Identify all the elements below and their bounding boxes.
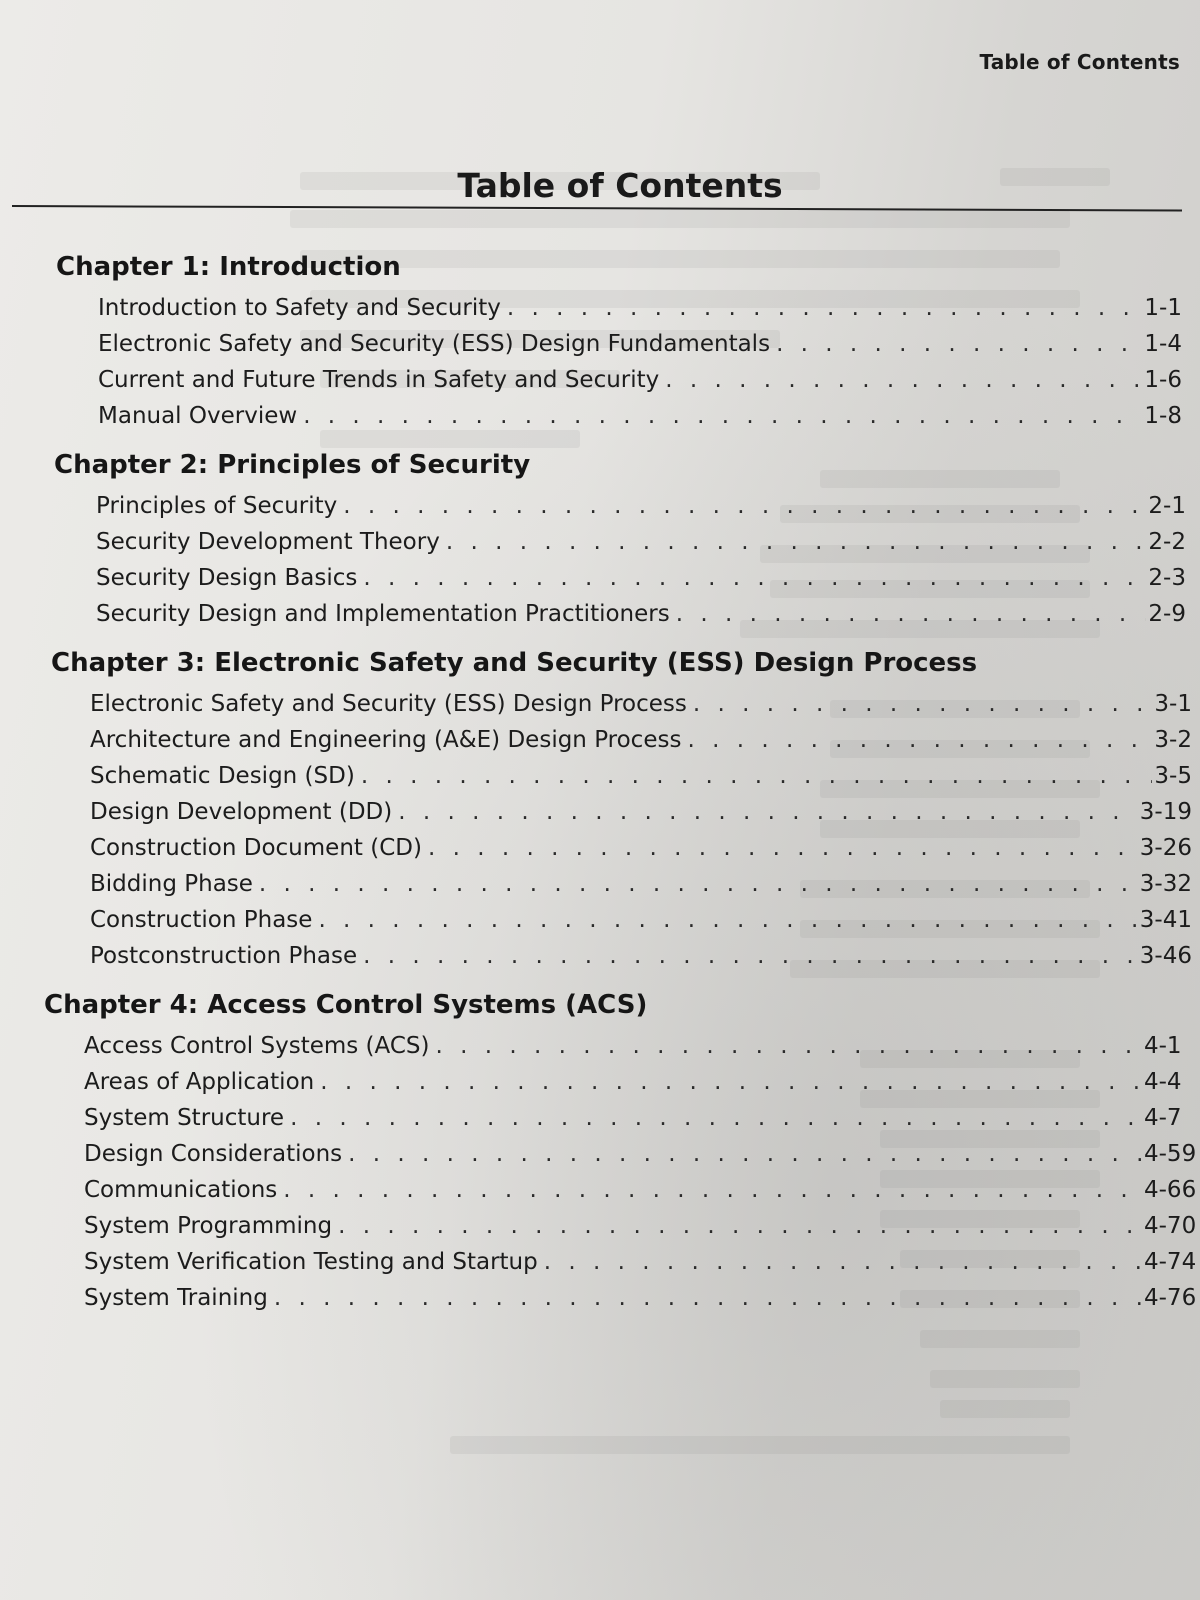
dot-leader — [274, 1280, 1142, 1316]
entry-page-number: 2-3 — [1148, 565, 1186, 591]
entry-title: Postconstruction Phase — [90, 943, 358, 969]
toc-entry — [0, 1172, 1200, 1208]
toc-entry — [0, 524, 1200, 560]
table-of-contents — [0, 250, 1200, 1330]
chapter-heading: Chapter 2: Principles of Security — [54, 450, 531, 480]
entry-page-number: 2-9 — [1148, 601, 1186, 627]
dot-leader — [363, 560, 1146, 596]
dot-leader — [665, 362, 1142, 398]
entry-page-number: 3-26 — [1139, 835, 1192, 861]
dot-leader — [693, 686, 1153, 722]
entry-title: System Structure — [84, 1105, 285, 1131]
entry-page-number: 3-5 — [1154, 763, 1192, 789]
entry-title: Electronic Safety and Security (ESS) Design Process — [90, 691, 687, 717]
dot-leader — [436, 1028, 1143, 1064]
entry-page-number: 3-41 — [1139, 907, 1192, 933]
entry-page-number: 4-7 — [1144, 1105, 1182, 1131]
entry-title: Security Design and Implementation Practitioners — [96, 601, 670, 627]
chapter-1-section — [0, 250, 1200, 434]
toc-entry — [0, 686, 1200, 722]
chapter-4-section — [0, 988, 1200, 1316]
entry-title: Bidding Phase — [90, 871, 253, 897]
entry-page-number: 4-4 — [1144, 1069, 1182, 1095]
entry-page-number: 4-70 — [1144, 1213, 1197, 1239]
entry-title: Introduction to Safety and Security — [98, 295, 501, 321]
chapter-heading: Chapter 1: Introduction — [56, 252, 401, 282]
entry-title: Design Development (DD) — [90, 799, 393, 825]
entry-title: Manual Overview — [98, 403, 298, 429]
entry-title: System Training — [84, 1285, 268, 1311]
entry-page-number: 1-8 — [1144, 403, 1182, 429]
dot-leader — [428, 830, 1138, 866]
toc-entry — [0, 722, 1200, 758]
dot-leader — [303, 398, 1142, 434]
dot-leader — [544, 1244, 1142, 1280]
dot-leader — [398, 794, 1138, 830]
entry-page-number: 2-1 — [1148, 493, 1186, 519]
entry-page-number: 1-6 — [1144, 367, 1182, 393]
chapter-heading: Chapter 3: Electronic Safety and Security (ESS) Design Process — [51, 648, 978, 678]
entry-page-number: 4-74 — [1144, 1249, 1197, 1275]
entry-page-number: 3-46 — [1139, 943, 1192, 969]
dot-leader — [363, 938, 1138, 974]
toc-entry — [0, 1208, 1200, 1244]
toc-entry — [0, 290, 1200, 326]
entry-page-number: 4-66 — [1144, 1177, 1197, 1203]
entry-title: Design Considerations — [84, 1141, 343, 1167]
entry-page-number: 3-19 — [1139, 799, 1192, 825]
entry-page-number: 2-2 — [1148, 529, 1186, 555]
entry-title: Construction Document (CD) — [90, 835, 422, 861]
toc-entry — [0, 1244, 1200, 1280]
dot-leader — [687, 722, 1152, 758]
toc-entry — [0, 902, 1200, 938]
entry-title: Communications — [84, 1177, 278, 1203]
toc-entry — [0, 938, 1200, 974]
entry-title: System Verification Testing and Startup — [84, 1249, 538, 1275]
dot-leader — [320, 1064, 1142, 1100]
chapter-heading: Chapter 4: Access Control Systems (ACS) — [44, 990, 648, 1020]
entry-title: Architecture and Engineering (A&E) Design Process — [90, 727, 682, 753]
entry-page-number: 1-1 — [1144, 295, 1182, 321]
entry-page-number: 1-4 — [1144, 331, 1182, 357]
chapter-3-section — [0, 646, 1200, 974]
toc-entry — [0, 398, 1200, 434]
entry-title: Current and Future Trends in Safety and Security — [98, 367, 660, 393]
dot-leader — [338, 1208, 1142, 1244]
toc-entry — [0, 1100, 1200, 1136]
dot-leader — [361, 758, 1153, 794]
dot-leader — [776, 326, 1142, 362]
dot-leader — [446, 524, 1147, 560]
title-rule — [12, 205, 1182, 211]
dot-leader — [259, 866, 1138, 902]
dot-leader — [290, 1100, 1142, 1136]
dot-leader — [283, 1172, 1142, 1208]
toc-entry — [0, 1280, 1200, 1316]
toc-entry — [0, 596, 1200, 632]
toc-entry — [0, 1064, 1200, 1100]
toc-entry — [0, 326, 1200, 362]
running-header: Table of Contents — [979, 50, 1180, 74]
entry-title: Schematic Design (SD) — [90, 763, 355, 789]
entry-title: Electronic Safety and Security (ESS) Design Fundamentals — [98, 331, 771, 357]
toc-entry — [0, 1028, 1200, 1064]
entry-page-number: 3-2 — [1154, 727, 1192, 753]
entry-page-number: 4-1 — [1144, 1033, 1182, 1059]
dot-leader — [507, 290, 1143, 326]
toc-entry — [0, 866, 1200, 902]
toc-entry — [0, 830, 1200, 866]
dot-leader — [318, 902, 1137, 938]
entry-title: Access Control Systems (ACS) — [84, 1033, 430, 1059]
page-title: Table of Contents — [457, 166, 783, 205]
entry-title: System Programming — [84, 1213, 333, 1239]
dot-leader — [348, 1136, 1142, 1172]
toc-entry — [0, 794, 1200, 830]
entry-title: Principles of Security — [96, 493, 338, 519]
entry-title: Security Development Theory — [96, 529, 440, 555]
toc-entry — [0, 362, 1200, 398]
toc-entry — [0, 758, 1200, 794]
dot-leader — [676, 596, 1147, 632]
chapter-2-section — [0, 448, 1200, 632]
entry-title: Security Design Basics — [96, 565, 358, 591]
entry-title: Construction Phase — [90, 907, 313, 933]
entry-page-number: 4-59 — [1144, 1141, 1197, 1167]
entry-page-number: 3-1 — [1154, 691, 1192, 717]
toc-entry — [0, 560, 1200, 596]
entry-title: Areas of Application — [84, 1069, 315, 1095]
entry-page-number: 3-32 — [1139, 871, 1192, 897]
entry-page-number: 4-76 — [1144, 1285, 1197, 1311]
dot-leader — [343, 488, 1146, 524]
toc-entry — [0, 1136, 1200, 1172]
toc-entry — [0, 488, 1200, 524]
